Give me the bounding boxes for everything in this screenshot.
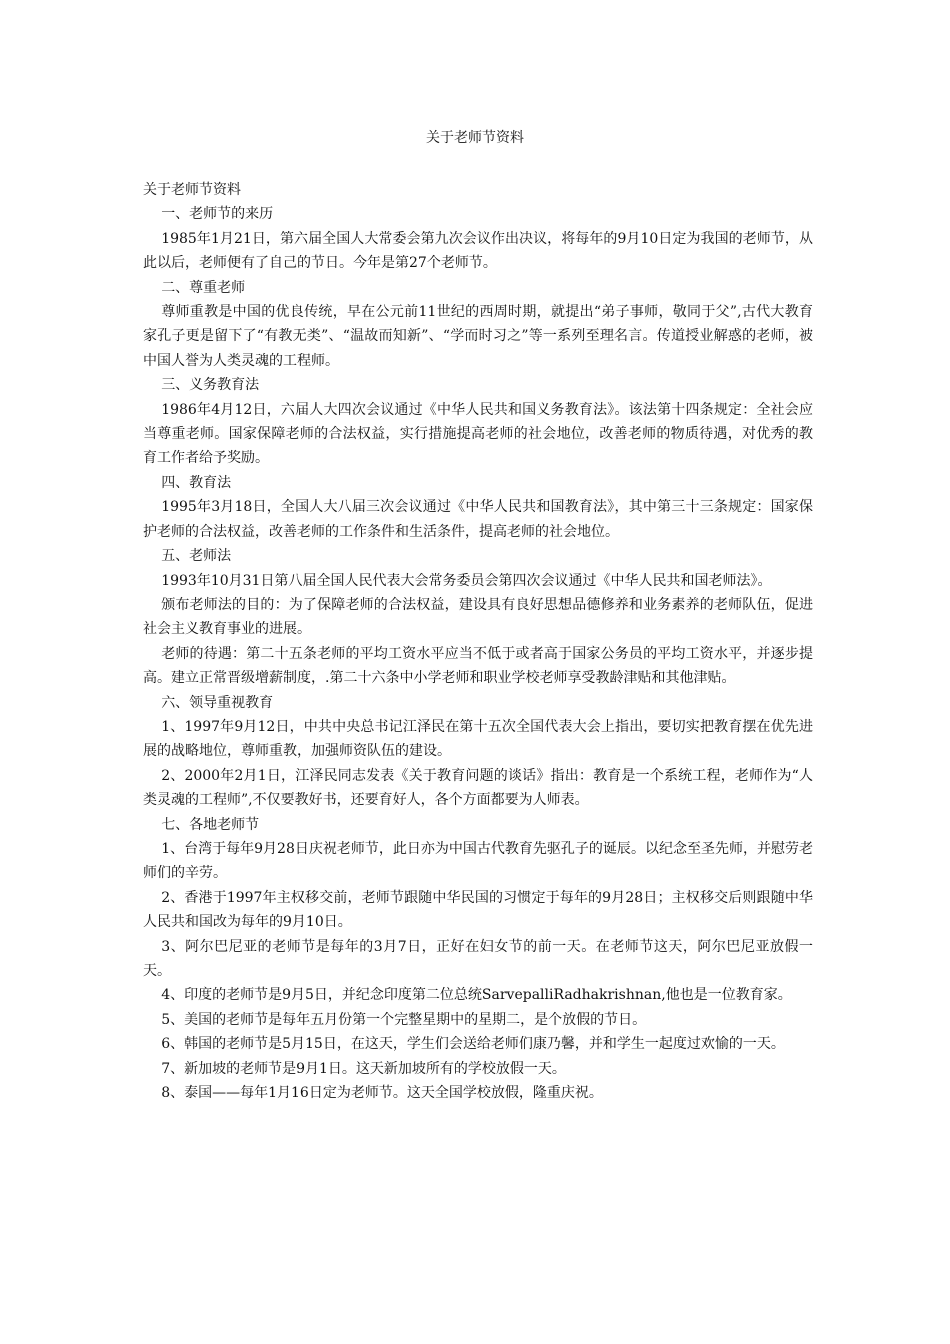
paragraph: 4、印度的老师节是9月5日，并纪念印度第二位总统SarvepalliRadhakrishnan,他也是一位教育家。	[161, 987, 792, 1004]
paragraph: 1995年3月18日，全国人大八届三次会议通过《中华人民共和国教育法》，其中第三十三条规定：国家保护老师的合法权益，改善老师的工作条件和生活条件，提高老师的社会地位。	[143, 499, 813, 540]
paragraph: 8、泰国——每年1月16日定为老师节。这天全国学校放假，隆重庆祝。	[161, 1085, 603, 1102]
section-heading: 一、老师节的来历	[161, 206, 274, 223]
section-heading: 七、各地老师节	[161, 816, 260, 833]
section-heading: 四、教育法	[161, 474, 232, 491]
paragraph: 1、台湾于每年9月28日庆祝老师节，此日亦为中国古代教育先驱孔子的诞辰。以纪念至圣先师，并慰劳老师们的辛劳。	[143, 840, 813, 882]
paragraph: 1986年4月12日，六届人大四次会议通过《中华人民共和国义务教育法》。该法第十四条规定：全社会应当尊重老师。国家保障老师的合法权益，实行措施提高老师的社会地位，改善老师的物质待遇，对优秀的教育工作者给予奖励。	[143, 401, 813, 467]
document-body	[143, 178, 813, 1105]
paragraph: 3、阿尔巴尼亚的老师节是每年的3月7日，正好在妇女节的前一天。在老师节这天，阿尔巴尼亚放假一天。	[143, 938, 813, 979]
paragraph: 尊师重教是中国的优良传统，早在公元前11世纪的西周时期，就提出“弟子事师，敬同于父”,古代大教育家孔子更是留下了“有教无类”、“温故而知新”、“学而时习之”等一系列至理名言。传道授业解惑的老师，被中国人誉为人类灵魂的工程师。	[143, 304, 813, 369]
paragraph: 1、1997年9月12日，中共中央总书记江泽民在第十五次全国代表大会上指出，要切实把教育摆在优先进展的战略地位，尊师重教，加强师资队伍的建设。	[143, 718, 813, 760]
paragraph: 1985年1月21日，第六届全国人大常委会第九次会议作出决议，将每年的9月10日定为我国的老师节，从此以后，老师便有了自己的节日。今年是第27个老师节。	[143, 230, 813, 272]
paragraph: 1993年10月31日第八届全国人民代表大会常务委员会第四次会议通过《中华人民共和国老师法》。	[161, 572, 772, 589]
document-subtitle: 关于老师节资料	[143, 182, 241, 198]
paragraph: 2、香港于1997年主权移交前，老师节跟随中华民国的习惯定于每年的9月28日；主权移交后则跟随中华人民共和国改为每年的9月10日。	[143, 889, 813, 931]
paragraph: 5、美国的老师节是每年五月份第一个完整星期中的星期二，是个放假的节日。	[161, 1011, 647, 1028]
paragraph: 6、韩国的老师节是5月15日，在这天，学生们会送给老师们康乃馨，并和学生一起度过欢愉的一天。	[161, 1036, 785, 1053]
section-heading: 三、义务教育法	[161, 377, 260, 394]
document-title: 关于老师节资料	[426, 130, 524, 146]
paragraph: 老师的待遇：第二十五条老师的平均工资水平应当不低于或者高于国家公务员的平均工资水平，并逐步提高。建立正常晋级增薪制度，.第二十六条中小学老师和职业学校老师享受教龄津贴和其他津贴。	[143, 645, 813, 687]
paragraph: 7、新加坡的老师节是9月1日。这天新加坡所有的学校放假一天。	[161, 1060, 566, 1077]
paragraph: 颁布老师法的目的：为了保障老师的合法权益，建设具有良好思想品德修养和业务素养的老师队伍，促进社会主义教育事业的进展。	[143, 596, 813, 638]
section-heading: 六、领导重视教育	[161, 694, 274, 711]
paragraph: 2、2000年2月1日，江泽民同志发表《关于教育问题的谈话》指出：教育是一个系统工程，老师作为“人类灵魂的工程师”,不仅要教好书，还要育好人，各个方面都要为人师表。	[143, 767, 813, 809]
section-heading: 二、尊重老师	[161, 279, 246, 296]
section-heading: 五、老师法	[161, 548, 232, 565]
